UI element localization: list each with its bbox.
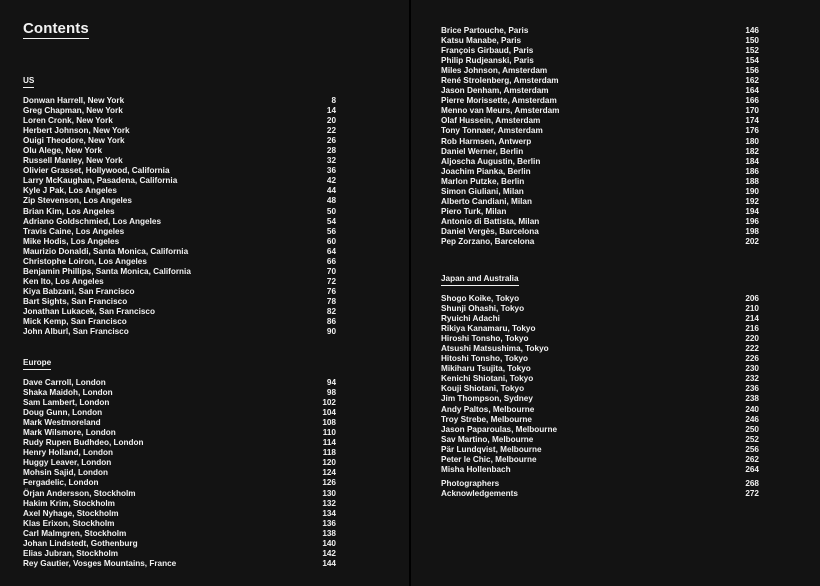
page-title: Contents: [23, 20, 89, 37]
toc-entry: [441, 56, 759, 66]
entry-page-number: 264: [745, 464, 759, 474]
entry-title: Huggy Leaver, London: [23, 458, 112, 468]
section-heading-europe: Europe: [23, 358, 51, 370]
entry-page-number: 130: [322, 488, 336, 498]
entry-page-number: 216: [745, 324, 759, 334]
entry-title: Brice Partouche, Paris: [441, 26, 529, 35]
toc-entry: [441, 405, 759, 415]
toc-entry: [441, 197, 759, 207]
entry-page-number: 108: [322, 418, 336, 428]
entry-page-number: 90: [326, 327, 336, 337]
entry-page-number: 180: [745, 136, 759, 146]
entry-page-number: 192: [745, 196, 759, 206]
entry-title: Adriano Goldschmied, Los Angeles: [23, 216, 161, 226]
entry-title: Jason Paparoulas, Melbourne: [441, 424, 558, 434]
entry-page-number: 162: [745, 76, 759, 86]
toc-entry: [23, 478, 336, 488]
entry-title: Kenichi Shiotani, Tokyo: [441, 374, 534, 384]
toc-entry: [441, 157, 759, 167]
section-heading-japan-australia: Japan and Australia: [441, 274, 519, 286]
entry-title: Pär Lundqvist, Melbourne: [441, 444, 542, 454]
toc-entry: [23, 327, 336, 337]
entry-title: Piero Turk, Milan: [441, 206, 507, 216]
entry-title: Jason Denham, Amsterdam: [441, 86, 549, 96]
toc-entry: [23, 408, 336, 418]
entry-page-number: 202: [745, 236, 759, 246]
toc-entry: [23, 217, 336, 227]
entry-page-number: 250: [745, 424, 759, 434]
entry-title: Daniel Vergès, Barcelona: [441, 226, 539, 236]
entry-page-number: 240: [745, 404, 759, 414]
entry-title: Misha Hollenbach: [441, 464, 511, 474]
entry-page-number: 28: [326, 146, 336, 156]
entry-page-number: 206: [745, 294, 759, 303]
entry-page-number: 118: [322, 448, 336, 458]
toc-entry: [23, 227, 336, 237]
entry-title: Rey Gautier, Vosges Mountains, France: [23, 558, 177, 568]
toc-entry: [23, 438, 336, 448]
toc-entry: [441, 177, 759, 187]
toc-entry: [23, 468, 336, 478]
entry-title: Kyle J Pak, Los Angeles: [23, 186, 117, 196]
toc-entry: [441, 384, 759, 394]
entry-title: Bart Sights, San Francisco: [23, 296, 128, 306]
entry-title: Mohsin Sajid, London: [23, 468, 109, 478]
entry-title: Troy Strebe, Melbourne: [441, 414, 532, 424]
toc-entry: [23, 166, 336, 176]
entry-title: Joachim Pianka, Berlin: [441, 166, 531, 176]
entry-title: Simon Giuliani, Milan: [441, 186, 524, 196]
entry-title: Zip Stevenson, Los Angeles: [23, 196, 132, 206]
toc-entry: [441, 479, 759, 489]
entry-title: Johan Lindstedt, Gothenburg: [23, 538, 138, 548]
entry-title: Mick Kemp, San Francisco: [23, 317, 127, 327]
entry-page-number: 124: [322, 468, 336, 478]
section-end-matter: [441, 479, 759, 499]
entry-page-number: 114: [322, 438, 336, 448]
entry-title: Sav Martino, Melbourne: [441, 434, 534, 444]
entry-title: Acknowledgements: [441, 489, 518, 499]
entry-title: Axel Nyhage, Stockholm: [23, 508, 119, 518]
entry-list-japan-australia: [441, 294, 759, 475]
entry-page-number: 156: [745, 66, 759, 76]
entry-page-number: 36: [326, 166, 336, 176]
section-europe-continued: [441, 26, 759, 247]
toc-entry: [23, 509, 336, 519]
toc-entry: [441, 374, 759, 384]
toc-entry: [23, 549, 336, 559]
entry-title: Aljoscha Augustin, Berlin: [441, 156, 541, 166]
entry-page-number: 26: [326, 136, 336, 146]
toc-entry: [23, 539, 336, 549]
entry-title: Benjamin Phillips, Santa Monica, California: [23, 266, 191, 276]
entry-title: Atsushi Matsushima, Tokyo: [441, 344, 549, 354]
toc-entry: [23, 106, 336, 116]
entry-page-number: 210: [745, 304, 759, 314]
entry-page-number: 50: [326, 206, 336, 216]
toc-entry: [441, 36, 759, 46]
toc-entry: [23, 186, 336, 196]
entry-title: Henry Holland, London: [23, 448, 114, 458]
entry-page-number: 176: [745, 126, 759, 136]
toc-entry: [23, 499, 336, 509]
entry-page-number: 42: [326, 176, 336, 186]
entry-title: Andy Paltos, Melbourne: [441, 404, 535, 414]
toc-entry: [23, 418, 336, 428]
entry-page-number: 232: [745, 374, 759, 384]
entry-page-number: 102: [322, 398, 336, 408]
entry-title: Ken Ito, Los Angeles: [23, 276, 104, 286]
entry-title: Larry McKaughan, Pasadena, California: [23, 176, 178, 186]
toc-entry: [23, 207, 336, 217]
toc-entry: [23, 96, 336, 106]
toc-entry: [23, 277, 336, 287]
entry-page-number: 252: [745, 434, 759, 444]
entry-page-number: 238: [745, 394, 759, 404]
entry-page-number: 132: [322, 498, 336, 508]
entry-page-number: 64: [326, 246, 336, 256]
toc-entry: [441, 76, 759, 86]
entry-title: Hiroshi Tonsho, Tokyo: [441, 334, 529, 344]
entry-page-number: 272: [745, 489, 759, 499]
entry-title: Miles Johnson, Amsterdam: [441, 66, 548, 76]
entry-page-number: 182: [745, 146, 759, 156]
entry-title: Rikiya Kanamaru, Tokyo: [441, 324, 536, 334]
entry-page-number: 98: [326, 388, 336, 398]
entry-title: Menno van Meurs, Amsterdam: [441, 106, 560, 116]
entry-page-number: 76: [326, 286, 336, 296]
entry-page-number: 198: [745, 226, 759, 236]
entry-page-number: 86: [326, 317, 336, 327]
entry-title: Elias Jubran, Stockholm: [23, 548, 119, 558]
entry-page-number: 104: [322, 408, 336, 418]
toc-entry: [441, 364, 759, 374]
entry-title: Daniel Werner, Berlin: [441, 146, 524, 156]
entry-page-number: 150: [745, 36, 759, 46]
entry-page-number: 14: [326, 106, 336, 116]
toc-entry: [441, 167, 759, 177]
entry-page-number: 144: [322, 558, 336, 568]
toc-entry: [441, 425, 759, 435]
entry-page-number: 184: [745, 156, 759, 166]
entry-title: Brian Kim, Los Angeles: [23, 206, 115, 216]
entry-page-number: 220: [745, 334, 759, 344]
entry-title: Tony Tonnaer, Amsterdam: [441, 126, 543, 136]
entry-page-number: 186: [745, 166, 759, 176]
toc-entry: [441, 126, 759, 136]
entry-title: Doug Gunn, London: [23, 408, 103, 418]
entry-title: Shaka Maidoh, London: [23, 388, 113, 398]
toc-entry: [441, 207, 759, 217]
toc-entry: [23, 317, 336, 327]
toc-entry: [23, 247, 336, 257]
toc-entry: [441, 435, 759, 445]
entry-title: Fergadelic, London: [23, 478, 99, 488]
entry-page-number: 262: [745, 454, 759, 464]
entry-title: Rudy Rupen Budhdeo, London: [23, 438, 144, 448]
toc-entry: [23, 559, 336, 569]
entry-page-number: 134: [322, 508, 336, 518]
toc-entry: [23, 297, 336, 307]
entry-page-number: 60: [326, 236, 336, 246]
entry-page-number: 120: [322, 458, 336, 468]
entry-title: Maurizio Donaldi, Santa Monica, California: [23, 246, 189, 256]
entry-title: Russell Manley, New York: [23, 156, 123, 166]
entry-page-number: 56: [326, 226, 336, 236]
entry-page-number: 154: [745, 56, 759, 66]
entry-title: Kouji Shiotani, Tokyo: [441, 384, 525, 394]
section-us: [23, 70, 336, 337]
left-page: [0, 0, 409, 586]
entry-title: Olu Alege, New York: [23, 146, 103, 156]
toc-entry: [441, 46, 759, 56]
entry-page-number: 78: [326, 296, 336, 306]
toc-entry: [441, 147, 759, 157]
entry-page-number: 72: [326, 276, 336, 286]
entry-page-number: 196: [745, 216, 759, 226]
entry-page-number: 32: [326, 156, 336, 166]
entry-title: Kiya Babzani, San Francisco: [23, 286, 135, 296]
entry-page-number: 230: [745, 364, 759, 374]
entry-page-number: 142: [322, 548, 336, 558]
entry-title: Ryuichi Adachi: [441, 314, 500, 324]
entry-title: René Strolenberg, Amsterdam: [441, 76, 559, 86]
toc-entry: [441, 445, 759, 455]
entry-title: Alberto Candiani, Milan: [441, 196, 532, 206]
entry-page-number: 70: [326, 266, 336, 276]
toc-entry: [23, 448, 336, 458]
entry-page-number: 66: [326, 256, 336, 266]
entry-page-number: 194: [745, 206, 759, 216]
toc-entry: [23, 287, 336, 297]
toc-entry: [23, 126, 336, 136]
entry-page-number: 8: [331, 96, 336, 105]
entry-title: Antonio di Battista, Milan: [441, 216, 540, 226]
toc-entry: [23, 378, 336, 388]
toc-entry: [441, 96, 759, 106]
toc-entry: [441, 237, 759, 247]
entry-page-number: 236: [745, 384, 759, 394]
entry-page-number: 44: [326, 186, 336, 196]
entry-title: Photographers: [441, 479, 500, 488]
toc-entry: [23, 176, 336, 186]
toc-entry: [441, 26, 759, 36]
toc-entry: [23, 489, 336, 499]
toc-entry: [23, 146, 336, 156]
entry-page-number: 164: [745, 86, 759, 96]
entry-title: Mark Wilsmore, London: [23, 428, 116, 438]
toc-entry: [441, 227, 759, 237]
entry-title: Pep Zorzano, Barcelona: [441, 236, 535, 246]
entry-page-number: 222: [745, 344, 759, 354]
section-japan-australia: [441, 268, 759, 475]
entry-page-number: 256: [745, 444, 759, 454]
entry-title: Mark Westmoreland: [23, 418, 101, 428]
entry-list-end-matter: [441, 479, 759, 499]
entry-title: Hitoshi Tonsho, Tokyo: [441, 354, 529, 364]
toc-entry: [441, 354, 759, 364]
entry-page-number: 138: [322, 528, 336, 538]
toc-entry: [441, 106, 759, 116]
entry-title: Örjan Andersson, Stockholm: [23, 488, 136, 498]
toc-entry: [441, 334, 759, 344]
toc-entry: [441, 324, 759, 334]
entry-page-number: 226: [745, 354, 759, 364]
entry-page-number: 82: [326, 306, 336, 316]
toc-entry: [441, 304, 759, 314]
toc-entry: [23, 307, 336, 317]
entry-title: Shogo Koike, Tokyo: [441, 294, 520, 303]
entry-title: Carl Malmgren, Stockholm: [23, 528, 127, 538]
entry-list-us: [23, 96, 336, 337]
toc-entry: [23, 196, 336, 206]
toc-entry: [441, 187, 759, 197]
entry-title: Peter le Chic, Melbourne: [441, 454, 537, 464]
entry-page-number: 140: [322, 538, 336, 548]
entry-page-number: 48: [326, 196, 336, 206]
entry-page-number: 166: [745, 96, 759, 106]
entry-title: Marlon Putzke, Berlin: [441, 176, 525, 186]
toc-entry: [23, 136, 336, 146]
toc-entry: [23, 529, 336, 539]
entry-page-number: 170: [745, 106, 759, 116]
toc-entry: [441, 217, 759, 227]
section-europe: [23, 352, 336, 569]
toc-entry: [441, 66, 759, 76]
entry-title: Loren Cronk, New York: [23, 116, 113, 126]
entry-page-number: 22: [326, 126, 336, 136]
toc-entry: [23, 257, 336, 267]
entry-page-number: 136: [322, 518, 336, 528]
toc-entry: [23, 116, 336, 126]
entry-page-number: 190: [745, 186, 759, 196]
toc-entry: [23, 388, 336, 398]
entry-title: Hakim Krim, Stockholm: [23, 498, 115, 508]
entry-page-number: 188: [745, 176, 759, 186]
entry-page-number: 126: [322, 478, 336, 488]
entry-title: Mikiharu Tsujita, Tokyo: [441, 364, 531, 374]
entry-page-number: 146: [745, 26, 759, 35]
entry-title: Sam Lambert, London: [23, 398, 110, 408]
entry-title: Katsu Manabe, Paris: [441, 36, 522, 46]
toc-entry: [441, 294, 759, 304]
entry-title: Greg Chapman, New York: [23, 106, 123, 116]
entry-list-europe-continued: [441, 26, 759, 247]
toc-entry: [441, 455, 759, 465]
entry-page-number: 214: [745, 314, 759, 324]
entry-title: Rob Harmsen, Antwerp: [441, 136, 532, 146]
toc-entry: [23, 267, 336, 277]
entry-page-number: 20: [326, 116, 336, 126]
toc-entry: [441, 415, 759, 425]
toc-entry: [23, 398, 336, 408]
entry-page-number: 110: [322, 428, 336, 438]
entry-title: Herbert Johnson, New York: [23, 126, 130, 136]
entry-title: Travis Caine, Los Angeles: [23, 226, 125, 236]
toc-entry: [441, 394, 759, 404]
entry-page-number: 152: [745, 46, 759, 56]
section-heading-us: US: [23, 76, 34, 88]
toc-entry: [23, 458, 336, 468]
entry-title: Jim Thompson, Sydney: [441, 394, 533, 404]
entry-title: Olivier Grasset, Hollywood, California: [23, 166, 170, 176]
toc-entry: [441, 116, 759, 126]
entry-title: Ouigi Theodore, New York: [23, 136, 125, 146]
entry-title: Dave Carroll, London: [23, 378, 106, 387]
entry-title: Shunji Ohashi, Tokyo: [441, 304, 525, 314]
entry-title: Pierre Morissette, Amsterdam: [441, 96, 557, 106]
entry-title: John Alburl, San Francisco: [23, 327, 129, 337]
entry-title: Philip Rudjeanski, Paris: [441, 56, 534, 66]
entry-page-number: 246: [745, 414, 759, 424]
entry-list-europe: [23, 378, 336, 569]
entry-title: Donwan Harrell, New York: [23, 96, 125, 105]
toc-entry: [441, 465, 759, 475]
entry-page-number: 268: [745, 479, 759, 488]
toc-entry: [441, 489, 759, 499]
entry-title: Klas Erixon, Stockholm: [23, 518, 115, 528]
entry-page-number: 54: [326, 216, 336, 226]
entry-title: Olaf Hussein, Amsterdam: [441, 116, 541, 126]
entry-title: François Girbaud, Paris: [441, 46, 534, 56]
toc-entry: [23, 156, 336, 166]
entry-title: Mike Hodis, Los Angeles: [23, 236, 120, 246]
toc-entry: [23, 519, 336, 529]
toc-entry: [441, 137, 759, 147]
toc-entry: [441, 344, 759, 354]
entry-title: Christophe Loiron, Los Angeles: [23, 256, 147, 266]
toc-entry: [441, 314, 759, 324]
entry-title: Jonathan Lukacek, San Francisco: [23, 306, 155, 316]
entry-page-number: 174: [745, 116, 759, 126]
toc-entry: [441, 86, 759, 96]
entry-page-number: 94: [326, 378, 336, 387]
toc-entry: [23, 237, 336, 247]
toc-entry: [23, 428, 336, 438]
